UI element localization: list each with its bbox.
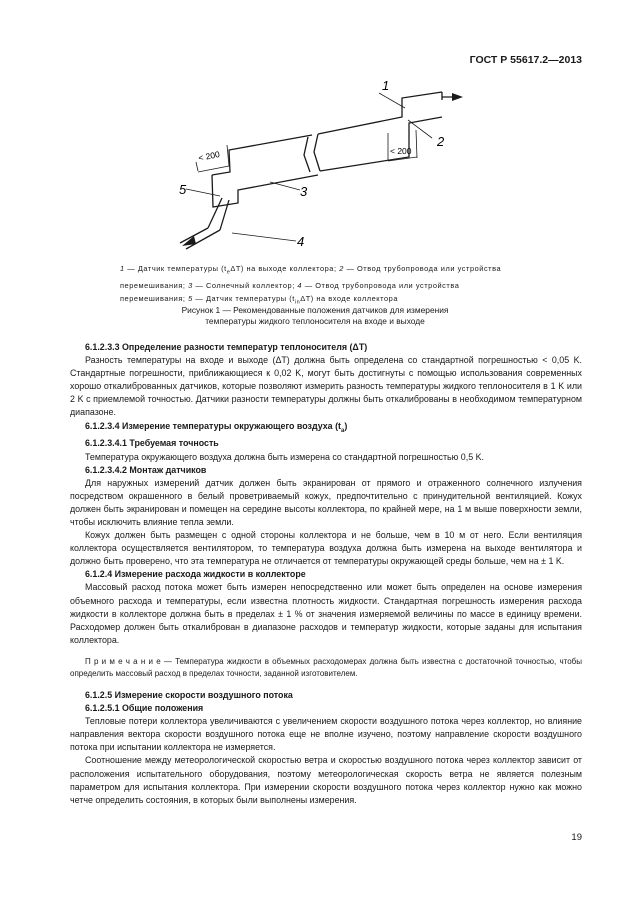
heading-6-1-2-5-1: 6.1.2.5.1 Общие положения: [85, 703, 204, 714]
label-5: 5: [179, 182, 187, 197]
figure-legend: 1 — Датчик температуры $(t_e\Delta T)$ на выходе коллектора; 2 — Отвод трубопровода или устройства перемешивания; 3 — Солнечный коллектор; 4 — Отвод трубопровода или устройства перемешивания; 5 — Датчик температуры $(t_{in}\Delta T)$ на входе коллектора: [120, 264, 502, 306]
heading-6-1-2-5: 6.1.2.5 Измерение скорости воздушного потока: [85, 689, 293, 700]
legend-num: 1: [120, 264, 125, 273]
paragraph: Массовый расход потока может быть измерен непосредственно или может быть определен на основе измерения объемного расхода и температуры, если известна плотность жидкости. Стандартная погрешность измерения расхода жидкости в коллекторе должна быть в пределах ± 1 % от значения измеряемой величины по массе в единицу времени. Расходомер должен быть откалиброван в диапазоне расходов и температур жидкости, которые заданы для испытания коллектора.: [70, 582, 582, 645]
label-3: 3: [300, 184, 308, 199]
label-2: 2: [437, 134, 445, 149]
leader-2: [408, 120, 432, 138]
inlet-pipe: [208, 198, 222, 228]
heading-6-1-2-3-4-2: 6.1.2.3.4.2 Монтаж датчиков: [85, 464, 207, 475]
paragraph: Тепловые потери коллектора увеличиваются с увеличением скорости воздушного потока через коллектор, но влияние направления вектора скорости воздушного потока еще не вполне изучено, поэтому направление скорости воздушного потока при испытании коллектора не измеряется.: [70, 716, 582, 753]
heading-6-1-2-3-4-1: 6.1.2.3.4.1 Требуемая точность: [85, 438, 219, 449]
paragraph: Разность температуры на входе и выходе (ΔT) должна быть определена со стандартной погрешностью < 0,05 K. Стандартные погрешности, приближающиеся к 0,02 K, могут быть достигнуты с помощью использования современных хорошо откалиброванных датчиков, которые позволяют измерить разность температуры жидкого теплоносителя в 1 K или 2 K с приемлемой точностью. Датчики разности температуры должны быть откалиброваны в необходимом температурном диапазоне.: [70, 355, 582, 418]
dimension-1: < 200: [197, 149, 221, 163]
document-code: ГОСТ Р 55617.2—2013: [469, 54, 582, 66]
heading-6-1-2-3-4: 6.1.2.3.4 Измерение температуры окружающего воздуха $(t_a)$: [85, 420, 348, 434]
collector-diagram: [0, 0, 630, 262]
heading-6-1-2-3-3: 6.1.2.3.3 Определение разности температур теплоносителя (ΔT): [85, 342, 368, 352]
heading-6-1-2-4: 6.1.2.4 Измерение расхода жидкости в коллекторе: [85, 569, 306, 580]
leader-5: [186, 189, 220, 196]
leader-4: [232, 233, 296, 241]
leader-3: [270, 182, 300, 190]
solar-collector: [212, 135, 312, 175]
note: П р и м е ч а н и е — Температура жидкости в объемных расходомерах должна быть известна с достаточной точностью, чтобы определить массовый расход в пределах точности, заданной изготовителем.: [70, 656, 583, 678]
paragraph: Температура окружающего воздуха должна быть измерена со стандартной погрешностью 0,5 K.: [85, 451, 484, 462]
paragraph: Соотношение между метеорологической скоростью ветра и скоростью воздушного потока через коллектор зависит от расположения испытательного оборудования, поэтому метеорологическая скорость ветра не является полезным параметром для испытания коллектора. При измерении скорости воздушного потока через коллектор нужно как можно четче определить состояния, в которых были выполнены измерения.: [70, 755, 582, 805]
label-4: 4: [297, 234, 305, 249]
dimension-line-1: [198, 166, 229, 172]
figure-caption: Рисунок 1 — Рекомендованные положения датчиков для измерения температуры жидкого теплоносителя на входе и выходе: [181, 305, 449, 326]
outlet-arrowhead: [452, 93, 463, 101]
body-text: [70, 341, 582, 807]
label-1: 1: [382, 78, 390, 93]
leader-1: [379, 93, 405, 108]
dimension-2: < 200: [390, 146, 412, 156]
paragraph: Кожух должен быть размещен с одной стороны коллектора и не больше, чем в 10 м от него. Если вентиляция коллектора осуществляется вентилятором, то температура воздуха должна быть измерена на выходе вентилятора и должно быть проверено, что эта температура не отличается от температуры окружающей среды больше, чем на ± 1 K.: [70, 530, 582, 567]
page-number: 19: [571, 832, 582, 843]
paragraph: Для наружных измерений датчик должен быть экранирован от прямого и отраженного солнечного излучения посредством окрашенного в белый проветриваемый кожух, предпочтительно с принудительной вентиляцией. Кожух должен быть экранирован и помещен на середине высоты коллектора, по крайней мере, на 1 м выше поверхности земли, чтобы исключить влияние тепла земли.: [70, 477, 582, 527]
